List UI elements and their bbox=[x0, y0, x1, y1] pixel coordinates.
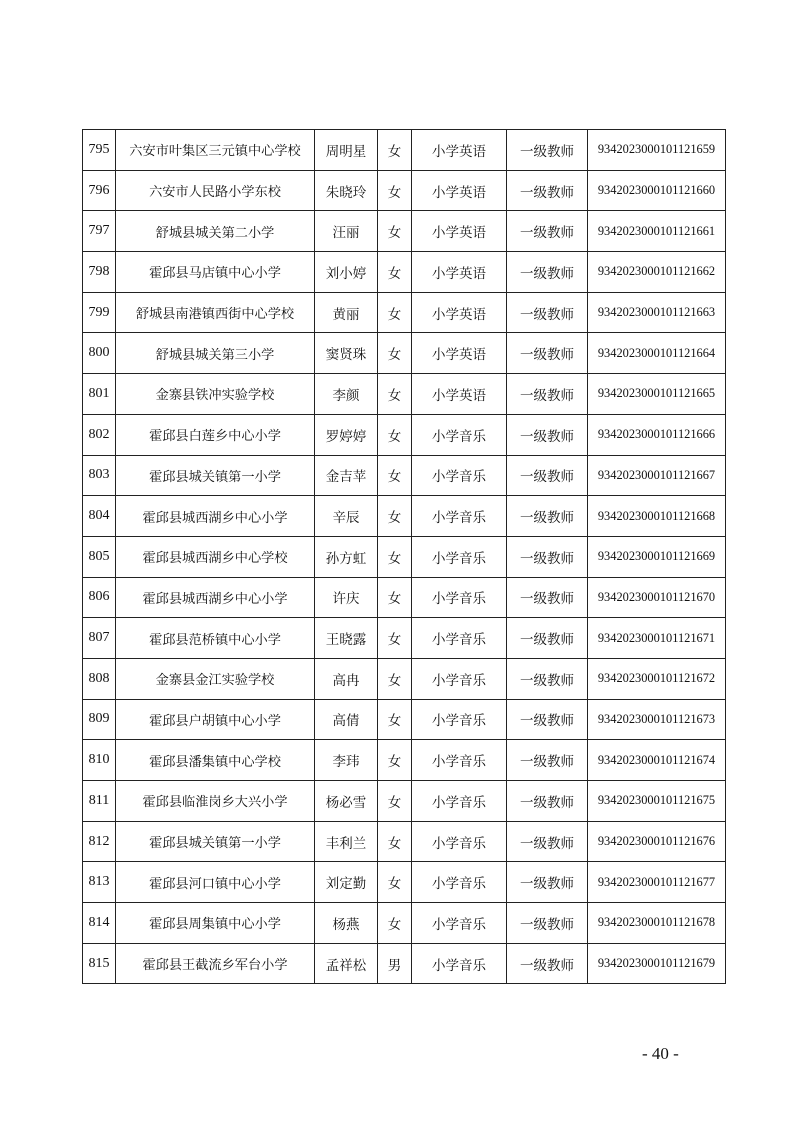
school-cell: 霍邱县城西湖乡中心小学 bbox=[116, 496, 315, 537]
table-row bbox=[83, 862, 726, 903]
gender-cell: 女 bbox=[378, 211, 412, 252]
title-cell: 一级教师 bbox=[507, 903, 588, 944]
certificate-number-cell: 9342023000101121674 bbox=[588, 740, 726, 781]
table-row bbox=[83, 821, 726, 862]
school-cell: 霍邱县城关镇第一小学 bbox=[116, 455, 315, 496]
title-cell: 一级教师 bbox=[507, 781, 588, 822]
gender-cell: 女 bbox=[378, 862, 412, 903]
table-row bbox=[83, 211, 726, 252]
gender-cell: 女 bbox=[378, 414, 412, 455]
certificate-number-cell: 9342023000101121675 bbox=[588, 781, 726, 822]
table-row bbox=[83, 414, 726, 455]
table-row bbox=[83, 943, 726, 984]
subject-cell: 小学英语 bbox=[412, 170, 507, 211]
row-number-cell: 813 bbox=[83, 862, 116, 903]
table-row bbox=[83, 618, 726, 659]
certificate-number-cell: 9342023000101121672 bbox=[588, 658, 726, 699]
certificate-number-cell: 9342023000101121671 bbox=[588, 618, 726, 659]
teacher-name-cell: 王晓露 bbox=[315, 618, 378, 659]
gender-cell: 女 bbox=[378, 536, 412, 577]
teacher-name-cell: 李玮 bbox=[315, 740, 378, 781]
gender-cell: 女 bbox=[378, 496, 412, 537]
teacher-name-cell: 高倩 bbox=[315, 699, 378, 740]
row-number-cell: 802 bbox=[83, 414, 116, 455]
gender-cell: 女 bbox=[378, 821, 412, 862]
title-cell: 一级教师 bbox=[507, 821, 588, 862]
subject-cell: 小学音乐 bbox=[412, 781, 507, 822]
subject-cell: 小学音乐 bbox=[412, 577, 507, 618]
teacher-name-cell: 辛辰 bbox=[315, 496, 378, 537]
school-cell: 霍邱县潘集镇中心学校 bbox=[116, 740, 315, 781]
certificate-number-cell: 9342023000101121659 bbox=[588, 130, 726, 171]
table-row bbox=[83, 699, 726, 740]
teacher-name-cell: 金吉苹 bbox=[315, 455, 378, 496]
subject-cell: 小学音乐 bbox=[412, 862, 507, 903]
certificate-number-cell: 9342023000101121663 bbox=[588, 292, 726, 333]
page-number: - 40 - bbox=[642, 1044, 679, 1063]
table-row bbox=[83, 577, 726, 618]
gender-cell: 女 bbox=[378, 374, 412, 415]
certificate-number-cell: 9342023000101121677 bbox=[588, 862, 726, 903]
roster-body bbox=[83, 130, 726, 984]
school-cell: 舒城县城关第三小学 bbox=[116, 333, 315, 374]
title-cell: 一级教师 bbox=[507, 333, 588, 374]
subject-cell: 小学音乐 bbox=[412, 414, 507, 455]
row-number-cell: 807 bbox=[83, 618, 116, 659]
teacher-name-cell: 朱晓玲 bbox=[315, 170, 378, 211]
table-row bbox=[83, 252, 726, 293]
school-cell: 霍邱县王截流乡军台小学 bbox=[116, 943, 315, 984]
subject-cell: 小学音乐 bbox=[412, 455, 507, 496]
title-cell: 一级教师 bbox=[507, 414, 588, 455]
title-cell: 一级教师 bbox=[507, 374, 588, 415]
gender-cell: 女 bbox=[378, 333, 412, 374]
gender-cell: 女 bbox=[378, 130, 412, 171]
teacher-name-cell: 刘小婷 bbox=[315, 252, 378, 293]
gender-cell: 女 bbox=[378, 292, 412, 333]
row-number-cell: 803 bbox=[83, 455, 116, 496]
table-row bbox=[83, 292, 726, 333]
title-cell: 一级教师 bbox=[507, 862, 588, 903]
table-row bbox=[83, 740, 726, 781]
gender-cell: 女 bbox=[378, 699, 412, 740]
teacher-name-cell: 孙方虹 bbox=[315, 536, 378, 577]
certificate-number-cell: 9342023000101121673 bbox=[588, 699, 726, 740]
gender-cell: 男 bbox=[378, 943, 412, 984]
table-row bbox=[83, 455, 726, 496]
subject-cell: 小学英语 bbox=[412, 211, 507, 252]
subject-cell: 小学音乐 bbox=[412, 903, 507, 944]
certificate-number-cell: 9342023000101121678 bbox=[588, 903, 726, 944]
table-row bbox=[83, 333, 726, 374]
row-number-cell: 814 bbox=[83, 903, 116, 944]
school-cell: 霍邱县城西湖乡中心学校 bbox=[116, 536, 315, 577]
row-number-cell: 797 bbox=[83, 211, 116, 252]
certificate-number-cell: 9342023000101121670 bbox=[588, 577, 726, 618]
table-row bbox=[83, 170, 726, 211]
row-number-cell: 799 bbox=[83, 292, 116, 333]
row-number-cell: 811 bbox=[83, 781, 116, 822]
table-row bbox=[83, 374, 726, 415]
title-cell: 一级教师 bbox=[507, 699, 588, 740]
title-cell: 一级教师 bbox=[507, 455, 588, 496]
teacher-name-cell: 窦贤珠 bbox=[315, 333, 378, 374]
gender-cell: 女 bbox=[378, 781, 412, 822]
school-cell: 金寨县金江实验学校 bbox=[116, 658, 315, 699]
teacher-name-cell: 孟祥松 bbox=[315, 943, 378, 984]
row-number-cell: 798 bbox=[83, 252, 116, 293]
row-number-cell: 812 bbox=[83, 821, 116, 862]
gender-cell: 女 bbox=[378, 740, 412, 781]
subject-cell: 小学音乐 bbox=[412, 821, 507, 862]
title-cell: 一级教师 bbox=[507, 740, 588, 781]
gender-cell: 女 bbox=[378, 170, 412, 211]
subject-cell: 小学英语 bbox=[412, 252, 507, 293]
table-row bbox=[83, 536, 726, 577]
school-cell: 霍邱县白莲乡中心小学 bbox=[116, 414, 315, 455]
school-cell: 霍邱县周集镇中心小学 bbox=[116, 903, 315, 944]
certificate-number-cell: 9342023000101121661 bbox=[588, 211, 726, 252]
table-row bbox=[83, 781, 726, 822]
table-row bbox=[83, 130, 726, 171]
teacher-name-cell: 汪丽 bbox=[315, 211, 378, 252]
row-number-cell: 808 bbox=[83, 658, 116, 699]
title-cell: 一级教师 bbox=[507, 496, 588, 537]
teacher-roster-table bbox=[82, 129, 726, 984]
gender-cell: 女 bbox=[378, 618, 412, 659]
teacher-name-cell: 许庆 bbox=[315, 577, 378, 618]
certificate-number-cell: 9342023000101121669 bbox=[588, 536, 726, 577]
school-cell: 霍邱县临淮岗乡大兴小学 bbox=[116, 781, 315, 822]
school-cell: 舒城县南港镇西街中心学校 bbox=[116, 292, 315, 333]
school-cell: 六安市人民路小学东校 bbox=[116, 170, 315, 211]
school-cell: 霍邱县马店镇中心小学 bbox=[116, 252, 315, 293]
subject-cell: 小学音乐 bbox=[412, 536, 507, 577]
certificate-number-cell: 9342023000101121668 bbox=[588, 496, 726, 537]
title-cell: 一级教师 bbox=[507, 252, 588, 293]
title-cell: 一级教师 bbox=[507, 170, 588, 211]
gender-cell: 女 bbox=[378, 903, 412, 944]
certificate-number-cell: 9342023000101121664 bbox=[588, 333, 726, 374]
certificate-number-cell: 9342023000101121666 bbox=[588, 414, 726, 455]
title-cell: 一级教师 bbox=[507, 618, 588, 659]
gender-cell: 女 bbox=[378, 252, 412, 293]
table-row bbox=[83, 658, 726, 699]
title-cell: 一级教师 bbox=[507, 577, 588, 618]
row-number-cell: 804 bbox=[83, 496, 116, 537]
school-cell: 霍邱县城关镇第一小学 bbox=[116, 821, 315, 862]
subject-cell: 小学英语 bbox=[412, 374, 507, 415]
subject-cell: 小学英语 bbox=[412, 333, 507, 374]
gender-cell: 女 bbox=[378, 658, 412, 699]
teacher-name-cell: 丰利兰 bbox=[315, 821, 378, 862]
certificate-number-cell: 9342023000101121679 bbox=[588, 943, 726, 984]
school-cell: 舒城县城关第二小学 bbox=[116, 211, 315, 252]
subject-cell: 小学音乐 bbox=[412, 658, 507, 699]
teacher-name-cell: 刘定勤 bbox=[315, 862, 378, 903]
school-cell: 金寨县铁冲实验学校 bbox=[116, 374, 315, 415]
table-row bbox=[83, 496, 726, 537]
subject-cell: 小学音乐 bbox=[412, 699, 507, 740]
certificate-number-cell: 9342023000101121676 bbox=[588, 821, 726, 862]
certificate-number-cell: 9342023000101121665 bbox=[588, 374, 726, 415]
row-number-cell: 805 bbox=[83, 536, 116, 577]
row-number-cell: 806 bbox=[83, 577, 116, 618]
title-cell: 一级教师 bbox=[507, 943, 588, 984]
title-cell: 一级教师 bbox=[507, 536, 588, 577]
subject-cell: 小学英语 bbox=[412, 130, 507, 171]
teacher-name-cell: 黄丽 bbox=[315, 292, 378, 333]
subject-cell: 小学英语 bbox=[412, 292, 507, 333]
certificate-number-cell: 9342023000101121660 bbox=[588, 170, 726, 211]
gender-cell: 女 bbox=[378, 577, 412, 618]
teacher-name-cell: 李颜 bbox=[315, 374, 378, 415]
teacher-name-cell: 周明星 bbox=[315, 130, 378, 171]
subject-cell: 小学音乐 bbox=[412, 740, 507, 781]
row-number-cell: 801 bbox=[83, 374, 116, 415]
title-cell: 一级教师 bbox=[507, 658, 588, 699]
teacher-name-cell: 罗婷婷 bbox=[315, 414, 378, 455]
school-cell: 霍邱县城西湖乡中心小学 bbox=[116, 577, 315, 618]
row-number-cell: 809 bbox=[83, 699, 116, 740]
teacher-name-cell: 杨燕 bbox=[315, 903, 378, 944]
certificate-number-cell: 9342023000101121662 bbox=[588, 252, 726, 293]
row-number-cell: 800 bbox=[83, 333, 116, 374]
school-cell: 霍邱县户胡镇中心小学 bbox=[116, 699, 315, 740]
table-row bbox=[83, 903, 726, 944]
row-number-cell: 810 bbox=[83, 740, 116, 781]
subject-cell: 小学音乐 bbox=[412, 618, 507, 659]
title-cell: 一级教师 bbox=[507, 211, 588, 252]
row-number-cell: 796 bbox=[83, 170, 116, 211]
school-cell: 霍邱县河口镇中心小学 bbox=[116, 862, 315, 903]
title-cell: 一级教师 bbox=[507, 292, 588, 333]
teacher-name-cell: 杨必雪 bbox=[315, 781, 378, 822]
title-cell: 一级教师 bbox=[507, 130, 588, 171]
subject-cell: 小学音乐 bbox=[412, 496, 507, 537]
row-number-cell: 815 bbox=[83, 943, 116, 984]
school-cell: 六安市叶集区三元镇中心学校 bbox=[116, 130, 315, 171]
subject-cell: 小学音乐 bbox=[412, 943, 507, 984]
row-number-cell: 795 bbox=[83, 130, 116, 171]
certificate-number-cell: 9342023000101121667 bbox=[588, 455, 726, 496]
teacher-name-cell: 高冉 bbox=[315, 658, 378, 699]
gender-cell: 女 bbox=[378, 455, 412, 496]
school-cell: 霍邱县范桥镇中心小学 bbox=[116, 618, 315, 659]
